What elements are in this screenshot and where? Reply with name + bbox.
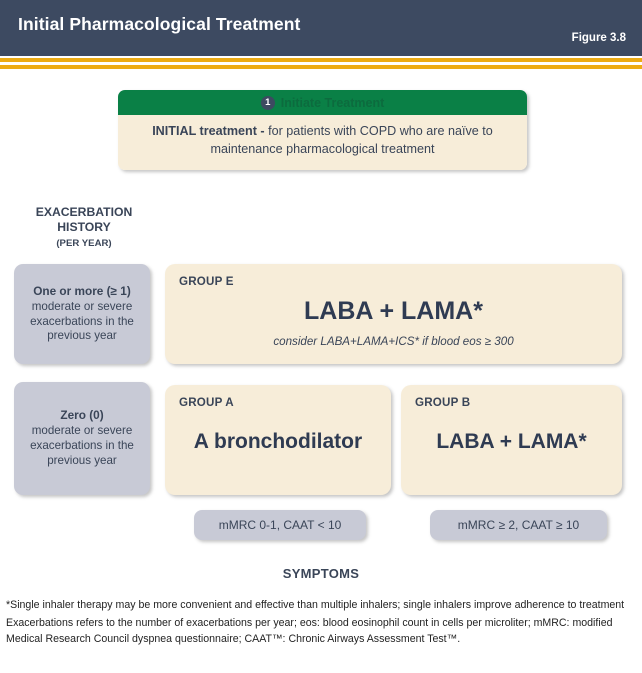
exacerbation-row-subtitle: moderate or severe exacerbations in the previous year — [30, 424, 134, 467]
exacerbation-row-title: One or more (≥ 1) — [33, 283, 131, 298]
symptoms-axis-label: SYMPTOMS — [282, 566, 360, 581]
exacerbation-row-zero — [14, 382, 150, 495]
group-a-treatment: A bronchodilator — [193, 430, 363, 453]
group-e-box — [165, 264, 622, 364]
footnotes — [6, 597, 634, 649]
exacerbation-history-line2: HISTORY — [57, 220, 111, 235]
group-b-tag: GROUP B — [415, 396, 471, 409]
group-b-box — [401, 385, 622, 495]
figure-label: Figure 3.8 — [571, 32, 626, 44]
group-e-treatment: LABA + LAMA* — [304, 297, 483, 325]
page-header — [0, 0, 642, 56]
symptom-pill-low: mMRC 0-1, CAAT < 10 — [194, 510, 366, 540]
initiate-treatment-card — [118, 90, 527, 170]
exacerbation-row-one-or-more — [14, 264, 150, 364]
group-a-box — [165, 385, 391, 495]
group-b-treatment: LABA + LAMA* — [436, 430, 587, 453]
footnote-asterisk: *Single inhaler therapy may be more convenient and effective than multiple inhalers; single inhalers improve adherence to treatment — [6, 599, 625, 611]
exacerbation-history-subtitle: (PER YEAR) — [56, 238, 112, 250]
page-title: Initial Pharmacological Treatment — [18, 14, 301, 34]
exacerbation-history-line1: EXACERBATION — [35, 205, 133, 219]
initiate-treatment-body-text: for patients with COPD who are naïve to maintenance pharmacological treatment — [210, 124, 493, 156]
initiate-treatment-header — [118, 90, 527, 115]
step-number-badge-icon: 1 — [261, 96, 275, 110]
group-e-tag: GROUP E — [179, 275, 234, 288]
gold-rule-top — [0, 58, 642, 62]
group-e-note: consider LABA+LAMA+ICS* if blood eos ≥ 300 — [273, 335, 514, 348]
symptom-pill-high: mMRC ≥ 2, CAAT ≥ 10 — [430, 510, 607, 540]
initiate-treatment-body-bold: INITIAL treatment - — [152, 124, 269, 138]
initiate-treatment-title: Initiate Treatment — [280, 95, 385, 110]
group-a-tag: GROUP A — [179, 396, 234, 409]
exacerbation-row-subtitle: moderate or severe exacerbations in the previous year — [30, 299, 134, 343]
gold-rule-bottom — [0, 65, 642, 69]
initiate-treatment-body — [118, 115, 527, 170]
exacerbation-history-axis-label — [14, 205, 154, 250]
footnote-abbreviations: Exacerbations refers to the number of exacerbations per year; eos: blood eosinophil count in cells per microliter; mMRC: modified Medical Research Council dyspnea questionnaire; CAAT™: Chronic Airways Assessment Test™. — [6, 617, 613, 646]
exacerbation-row-title: Zero (0) — [60, 408, 104, 423]
